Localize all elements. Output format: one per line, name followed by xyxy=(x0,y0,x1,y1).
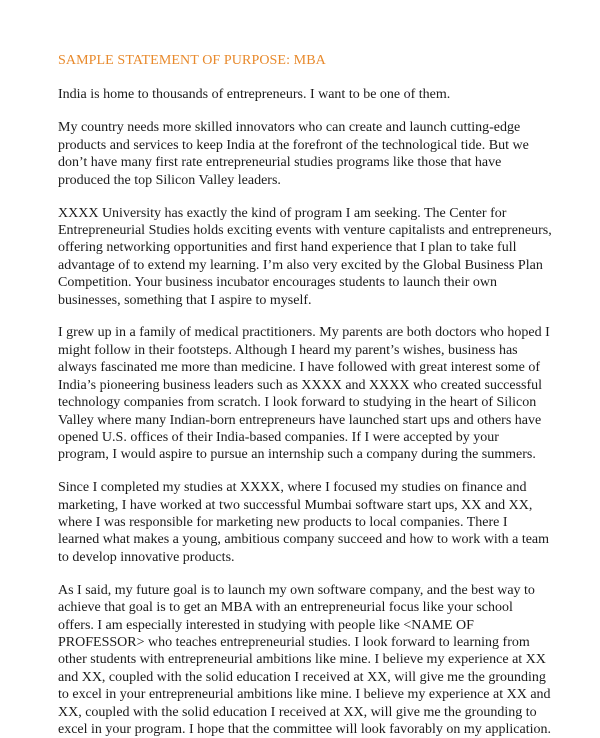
paragraph-country-need: My country needs more skilled innovators who can create and launch cutting-edge products and services to keep India at the forefront of the technological tide. But we don’t have many first rate entrepreneurial studies programs like those that have produced the top Silicon Valley leaders. xyxy=(58,120,529,188)
paragraph-work-experience: Since I completed my studies at XXXX, where I focused my studies on finance and marketing, I have worked at two successful Mumbai software start ups, XX and XX, where I was responsible for marketing new products to local companies. There I learned what makes a young, ambitious company succeed and how to work with a team to develop innovative products. xyxy=(58,480,550,565)
paragraph-university-program: XXXX University has exactly the kind of program I am seeking. The Center for Entrepreneurial Studies holds exciting events with venture capitalists and entrepreneurs, offering networking opportunities and first hand experience that I plan to take full advantage of to extend my learning. I’m also very excited by the Global Business Plan Competition. Your business incubator encourages students to launch their own businesses, something that I aspire to myself. xyxy=(58,205,552,308)
paragraph-future-goal: As I said, my future goal is to launch my own software company, and the best way to achieve that goal is to get an MBA with an entrepreneurial focus like your school offers. I am especially interested in studying with people like <NAME OF PROFESSOR> who teaches entrepreneurial studies. I look forward to learning from other students with entrepreneurial ambitions like mine. I believe my experience at XX and XX, coupled with the solid education I received at XX, will give me the grounding to excel in your entrepreneurial ambitions like mine. I believe my experience at XX and XX, coupled with the solid education I received at XX, will give me the grounding to excel in your program. I hope that the committee will look favorably on my application. xyxy=(58,582,551,737)
paragraph-intro: India is home to thousands of entrepreneurs. I want to be one of them. xyxy=(58,87,451,102)
document-title: SAMPLE STATEMENT OF PURPOSE: MBA xyxy=(58,53,326,68)
paragraph-family-background: I grew up in a family of medical practitioners. My parents are both doctors who hoped I might follow in their footsteps. Although I heard my parent’s wishes, business has always fascinated me more than medicine. I have followed with great interest some of India’s pioneering business leaders such as XXXX and XXXX who created successful technology companies from scratch. I look forward to studying in the heart of Silicon Valley where many Indian-born entrepreneurs have launched start ups and others have opened U.S. offices of their India-based companies. If I were accepted by your program, I would aspire to pursue an internship such a company during the summers. xyxy=(58,325,550,463)
